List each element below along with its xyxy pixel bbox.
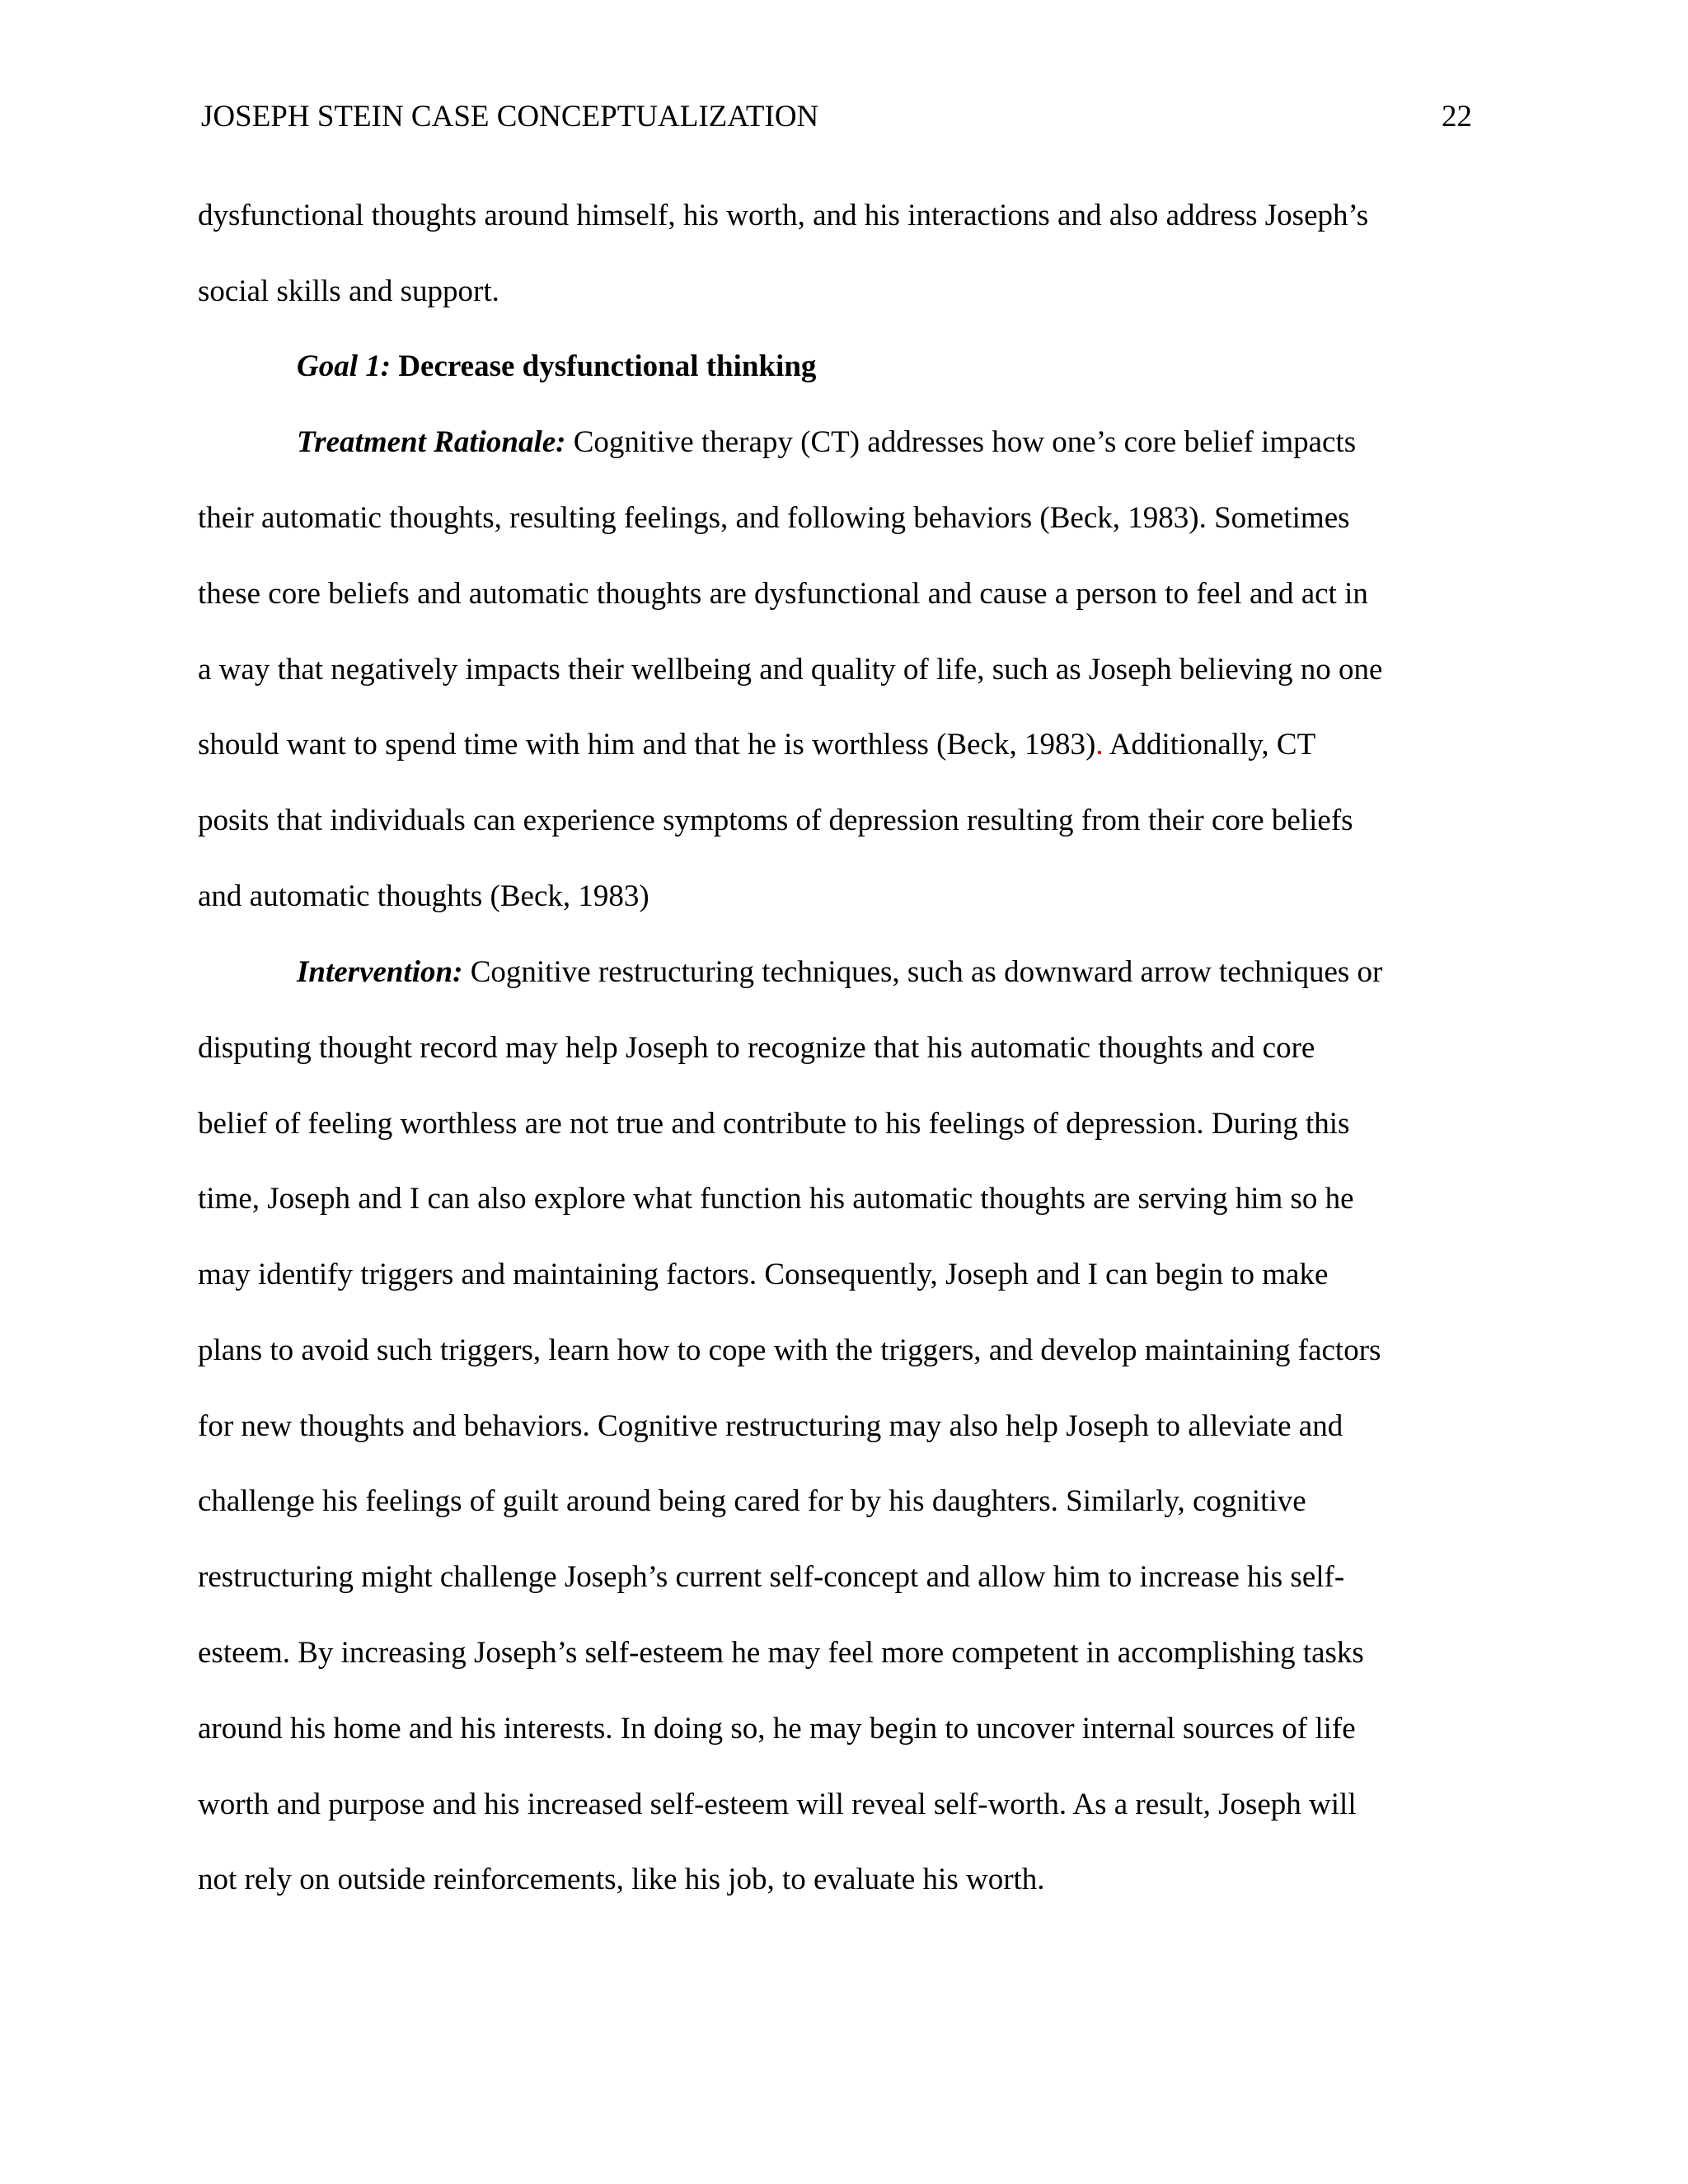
goal-heading — [297, 347, 816, 387]
line-text: should want to spend time with him and that he is worthless (Beck, 1983) — [198, 728, 1096, 762]
body-line: a way that negatively impacts their wellbeing and quality of life, such as Joseph believing no one — [198, 653, 1383, 687]
body-line: time, Joseph and I can also explore what function his automatic thoughts are serving him so he — [198, 1182, 1354, 1216]
rationale-line — [297, 423, 1356, 462]
body-line: disputing thought record may help Joseph to recognize that his automatic thoughts and core — [198, 1031, 1315, 1065]
body-line: and automatic thoughts (Beck, 1983) — [198, 879, 649, 913]
body-line: not rely on outside reinforcements, like his job, to evaluate his worth. — [198, 1863, 1045, 1896]
body-line: esteem. By increasing Joseph’s self-esteem he may feel more competent in accomplishing tasks — [198, 1636, 1364, 1670]
red-period: . — [1095, 728, 1104, 762]
intervention-line — [297, 953, 1382, 992]
body-line: dysfunctional thoughts around himself, his worth, and his interactions and also address Joseph’s — [198, 199, 1369, 232]
goal-text: Decrease dysfunctional thinking — [391, 349, 817, 383]
body-line: restructuring might challenge Joseph’s current self-concept and allow him to increase his self- — [198, 1560, 1345, 1594]
body-line: their automatic thoughts, resulting feelings, and following behaviors (Beck, 1983). Sometimes — [198, 501, 1350, 535]
body-line: challenge his feelings of guilt around being cared for by his daughters. Similarly, cognitive — [198, 1484, 1306, 1518]
body-line: social skills and support. — [198, 274, 499, 308]
body-line: for new thoughts and behaviors. Cognitive restructuring may also help Joseph to alleviate and — [198, 1409, 1343, 1443]
body-line: may identify triggers and maintaining factors. Consequently, Joseph and I can begin to make — [198, 1258, 1329, 1291]
goal-label: Goal 1: — [297, 349, 392, 383]
intervention-label: Intervention: — [297, 955, 463, 989]
intervention-text: Cognitive restructuring techniques, such as downward arrow techniques or — [462, 955, 1383, 989]
running-head: JOSEPH STEIN CASE CONCEPTUALIZATION — [201, 100, 819, 134]
rationale-text: Cognitive therapy (CT) addresses how one’s core belief impacts — [565, 425, 1357, 459]
body-line: these core beliefs and automatic thoughts are dysfunctional and cause a person to feel and act in — [198, 577, 1368, 611]
body-line: posits that individuals can experience symptoms of depression resulting from their core beliefs — [198, 804, 1353, 837]
body-line: worth and purpose and his increased self-esteem will reveal self-worth. As a result, Joseph will — [198, 1788, 1357, 1821]
body-line: belief of feeling worthless are not true and contribute to his feelings of depression. During this — [198, 1107, 1350, 1141]
line-text: Additionally, CT — [1103, 728, 1316, 762]
body-line: plans to avoid such triggers, learn how to cope with the triggers, and develop maintaining factors — [198, 1333, 1381, 1367]
body-line: around his home and his interests. In doing so, he may begin to uncover internal sources of life — [198, 1712, 1356, 1746]
rationale-label: Treatment Rationale: — [297, 425, 566, 459]
body-line — [198, 725, 1315, 765]
page-number: 22 — [1442, 100, 1472, 134]
